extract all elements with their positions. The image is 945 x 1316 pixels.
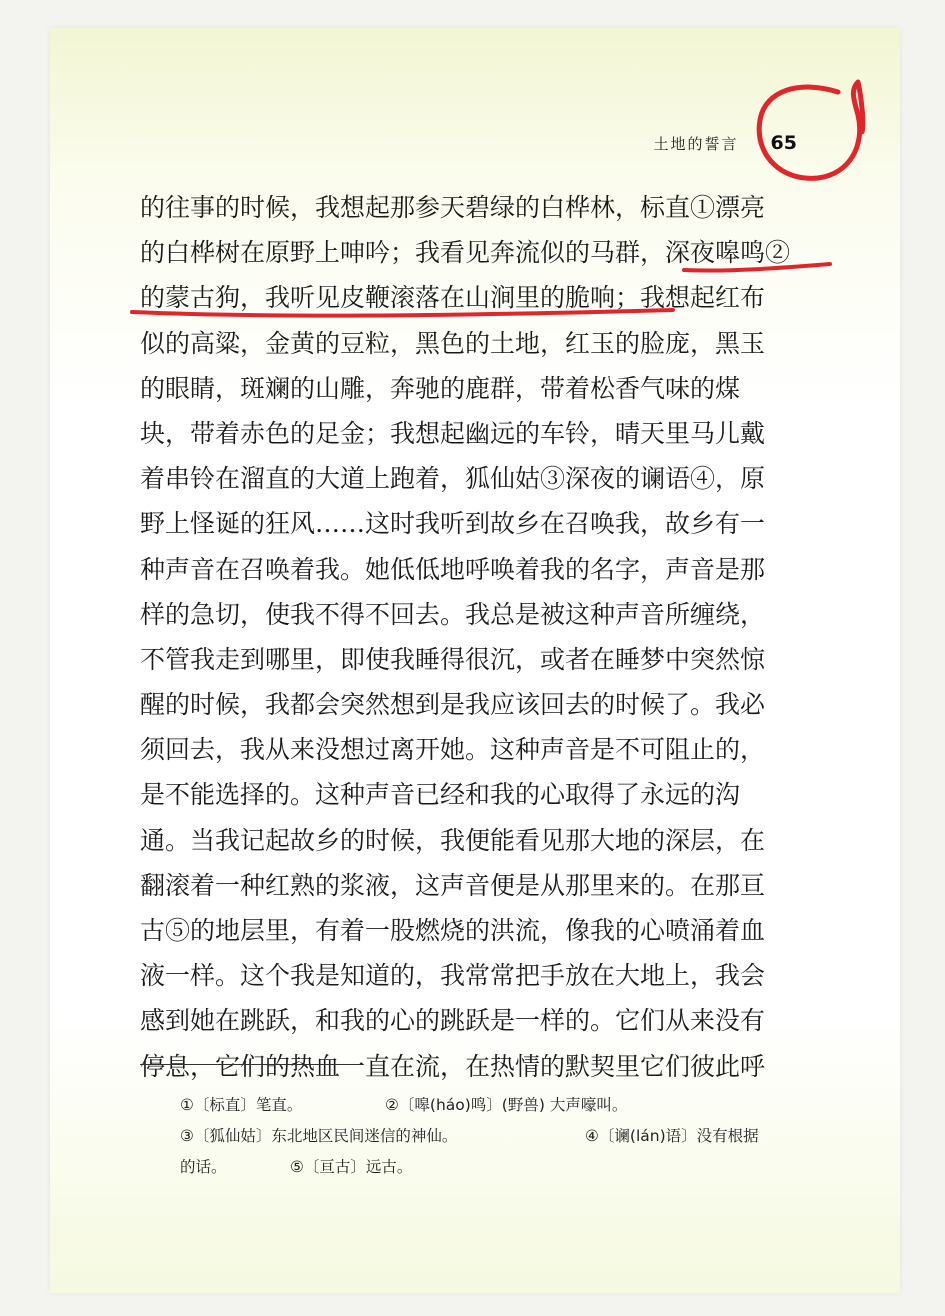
text-line: 须回去，我从来没想过离开她。这种声音是不可阻止的， [140,735,766,765]
text-line: 的蒙古狗，我听见皮鞭滚落在山涧里的脆响；我想起红布 [140,283,766,313]
footnote-1: ①〔标直〕笔直。 [180,1096,303,1114]
text-line: 块，带着赤色的足金；我想起幽远的车铃，晴天里马儿戴 [140,418,766,448]
text-line: 古⑤的地层里，有着一股燃烧的洪流，像我的心喷涌着血 [140,916,766,945]
footnote-4: ④〔谰(lán)语〕没有根据 [585,1127,759,1145]
text-line: 醒的时候，我都会突然想到是我应该回去的时候了。我必 [140,690,766,720]
text-line: 着串铃在溜直的大道上跑着，狐仙姑③深夜的谰语④，原 [140,464,766,494]
running-title: 土地的誓言 [653,134,739,153]
text-line: 不管我走到哪里，即使我睡得很沉，或者在睡梦中突然惊 [140,644,766,674]
text-line: 是不能选择的。这种声音已经和我的心取得了永远的沟 [140,780,741,810]
footnote-row [180,1152,820,1183]
footnote-3: ③〔狐仙姑〕东北地区民间迷信的神仙。 [180,1127,458,1145]
footnote-row [180,1121,820,1152]
body-text [140,185,815,1089]
text-line: 感到她在跳跃，和我的心的跳跃是一样的。它们从来没有 [140,1006,766,1036]
footnote-2: ②〔嗥(háo)鸣〕(野兽) 大声嚎叫。 [385,1096,628,1114]
text-line: 似的高粱，金黄的豆粒，黑色的土地，红玉的脸庞，黑玉 [140,328,766,358]
footnote-5: ⑤〔亘古〕远古。 [290,1158,413,1176]
text-line: 样的急切，使我不得不回去。我总是被这种声音所缠绕， [140,599,766,629]
text-line: 翻滚着一种红熟的浆液，这声音便是从那里来的。在那亘 [140,870,766,900]
page-header [654,132,797,154]
footnote-divider [140,1064,362,1065]
text-line: 的白桦树在原野上呻吟；我看见奔流似的马群，深夜嗥鸣② [140,238,791,268]
text-line: 的眼睛，斑斓的山雕，奔驰的鹿群，带着松香气味的煤 [140,373,741,403]
footnotes [180,1090,820,1183]
text-line: 的往事的时候，我想起那参天碧绿的白桦林，标直①漂亮 [140,193,766,222]
text-line: 液一样。这个我是知道的，我常常把手放在大地上，我会 [140,961,766,991]
text-line: 通。当我记起故乡的时候，我便能看见那大地的深层，在 [140,825,766,855]
text-line: 野上怪诞的狂风……这时我听到故乡在召唤我，故乡有一 [140,509,766,539]
text-line: 种声音在召唤着我。她低低地呼唤着我的名字，声音是那 [140,554,766,584]
page-number: 65 [770,132,797,154]
footnote-row [180,1090,820,1121]
footnote-4-continued: 的话。 [180,1158,227,1176]
text-line: 停息，它们的热血一直在流，在热情的默契里它们彼此呼 [140,1051,766,1081]
